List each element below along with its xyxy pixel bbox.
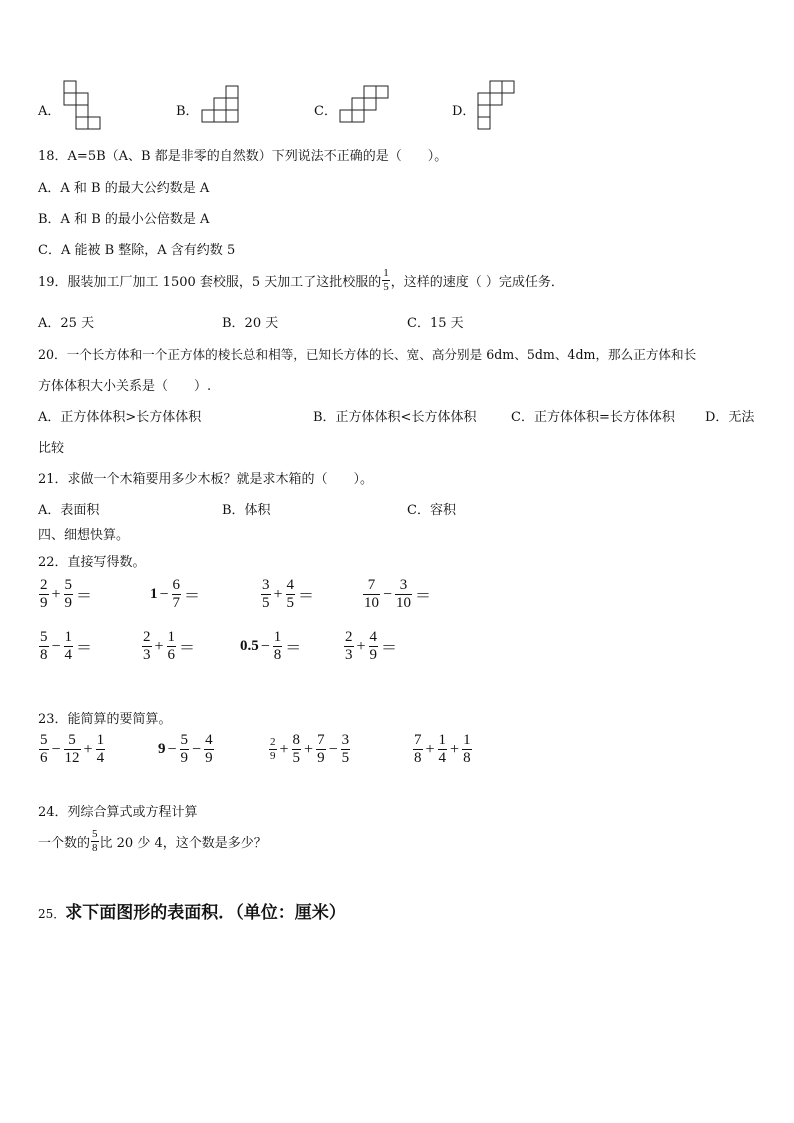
fraction: $\frac{4}{5}$	[286, 577, 295, 611]
fraction: $\frac{5}{8}$	[92, 828, 98, 854]
q21-stem: 21．求做一个木箱要用多少木板？就是求木箱的（ ）。	[38, 472, 374, 487]
q18-option-b: B．A 和 B 的最小公倍数是 A	[38, 212, 210, 227]
fraction: $\frac{3}{10}$	[396, 577, 412, 611]
q22-expr-5: $\frac{5}{8}$ − $\frac{1}{4}$ ＝	[40, 629, 93, 663]
q23-expr-4: $\frac{7}{8}$ + $\frac{1}{4}$ + $\frac{1}{8}$	[414, 732, 471, 766]
fraction: $\frac{7}{9}$	[317, 732, 325, 766]
q24-problem: 一个数的 $\frac{5}{8}$ 比 20 少 4，这个数是多少？	[38, 828, 267, 854]
fraction: $\frac{1}{4}$	[96, 732, 105, 766]
fraction: $\frac{5}{9}$	[180, 732, 189, 766]
option-d-label: D．	[452, 104, 476, 119]
option-b-label: B．	[176, 104, 199, 119]
q20-option-c: C．正方体体积=长方体体积	[511, 410, 675, 425]
net-figure-a	[62, 79, 102, 131]
q21-option-c: C．容积	[407, 503, 456, 518]
q19-fraction: $\frac{1}{5}$	[383, 267, 389, 293]
q19-option-a: A．25 天	[38, 316, 95, 331]
q20-stem-line1: 20．一个长方体和一个正方体的棱长总和相等，已知长方体的长、宽、高分别是 6dm、5dm、4dm，那么正方体和长	[38, 347, 697, 362]
q19-option-c: C．15 天	[407, 316, 464, 331]
fraction: $\frac{1}{8}$	[463, 732, 471, 766]
q20-option-b: B．正方体体积<长方体体积	[313, 410, 477, 425]
q19-stem-post: ，这样的速度（ ）完成任务．	[390, 275, 564, 290]
fraction: $\frac{5}{6}$	[40, 732, 48, 766]
q18-option-a: A．A 和 B 的最大公约数是 A	[38, 181, 210, 196]
net-figure-d	[476, 79, 518, 131]
q24-stem: 24．列综合算式或方程计算	[38, 805, 198, 820]
q25-stem: 25． 求下面图形的表面积．（单位：厘米）	[38, 903, 346, 923]
q19-stem	[38, 268, 564, 293]
fraction: $\frac{2}{9}$	[40, 577, 48, 611]
q19-option-b: B．20 天	[222, 316, 279, 331]
q22-stem: 22．直接写得数。	[38, 555, 146, 570]
q22-expr-6: $\frac{2}{3}$ + $\frac{1}{6}$ ＝	[143, 629, 196, 663]
q20-stem-line2: 方体体积大小关系是（ ）.	[38, 379, 212, 394]
q23-stem: 23．能简算的要简算。	[38, 712, 172, 727]
fraction: $\frac{5}{9}$	[64, 577, 73, 611]
fraction: $\frac{3}{5}$	[341, 732, 350, 766]
fraction: $\frac{2}{3}$	[143, 629, 151, 663]
fraction: $\frac{1}{8}$	[273, 629, 282, 663]
q23-expr-1: $\frac{5}{6}$ − $\frac{5}{12}$ + $\frac{1}{4}$	[40, 732, 105, 766]
fraction: $\frac{2}{3}$	[345, 629, 353, 663]
q20-option-d-cont: 比较	[38, 441, 65, 456]
fraction: $\frac{7}{8}$	[414, 732, 422, 766]
fraction: $\frac{4}{9}$	[205, 732, 213, 766]
q23-expr-2: 9 − $\frac{5}{9}$ − $\frac{4}{9}$	[158, 732, 213, 766]
q20-option-a: A．正方体体积>长方体体积	[38, 410, 202, 425]
option-a-label: A．	[38, 104, 61, 119]
fraction: $\frac{1}{6}$	[167, 629, 176, 663]
section-4-heading: 四、细想快算。	[38, 528, 130, 543]
q22-expr-8: $\frac{2}{3}$ + $\frac{4}{9}$ ＝	[345, 629, 398, 663]
q23-expr-3: $\frac{2}{9}$ + $\frac{8}{5}$ + $\frac{7}{9}$ − $\frac{3}{5}$	[270, 732, 350, 766]
net-figure-c	[338, 84, 390, 128]
q21-option-b: B．体积	[222, 503, 271, 518]
fraction: $\frac{1}{4}$	[438, 732, 447, 766]
fraction: $\frac{5}{8}$	[40, 629, 48, 663]
fraction: $\frac{7}{10}$	[364, 577, 379, 611]
q22-expr-4: $\frac{7}{10}$ − $\frac{3}{10}$ ＝	[364, 577, 432, 611]
q20-option-d: D．无法	[705, 410, 755, 425]
q22-expr-1: $\frac{2}{9}$ + $\frac{5}{9}$ ＝	[40, 577, 93, 611]
q22-expr-3: $\frac{3}{5}$ + $\frac{4}{5}$ ＝	[262, 577, 315, 611]
q18-option-c: C．A 能被 B 整除，A 含有约数 5	[38, 243, 236, 258]
option-c-label: C．	[314, 104, 337, 119]
fraction: $\frac{6}{7}$	[172, 577, 181, 611]
fraction: $\frac{4}{9}$	[369, 629, 378, 663]
net-figure-b	[200, 84, 242, 128]
fraction: $\frac{2}{9}$	[270, 736, 276, 762]
q21-option-a: A．表面积	[38, 503, 100, 518]
q19-stem-pre: 19．服装加工厂加工 1500 套校服，5 天加工了这批校服的	[38, 275, 382, 290]
fraction: $\frac{5}{12}$	[64, 732, 80, 766]
q22-expr-7: 0.5 − $\frac{1}{8}$ ＝	[240, 629, 302, 663]
fraction: $\frac{1}{4}$	[64, 629, 73, 663]
fraction: $\frac{3}{5}$	[262, 577, 270, 611]
q22-expr-2: 1 − $\frac{6}{7}$ ＝	[150, 577, 201, 611]
q18-stem: 18．A=5B（A、B 都是非零的自然数）下列说法不正确的是（ ）。	[38, 149, 448, 164]
fraction: $\frac{8}{5}$	[292, 732, 301, 766]
